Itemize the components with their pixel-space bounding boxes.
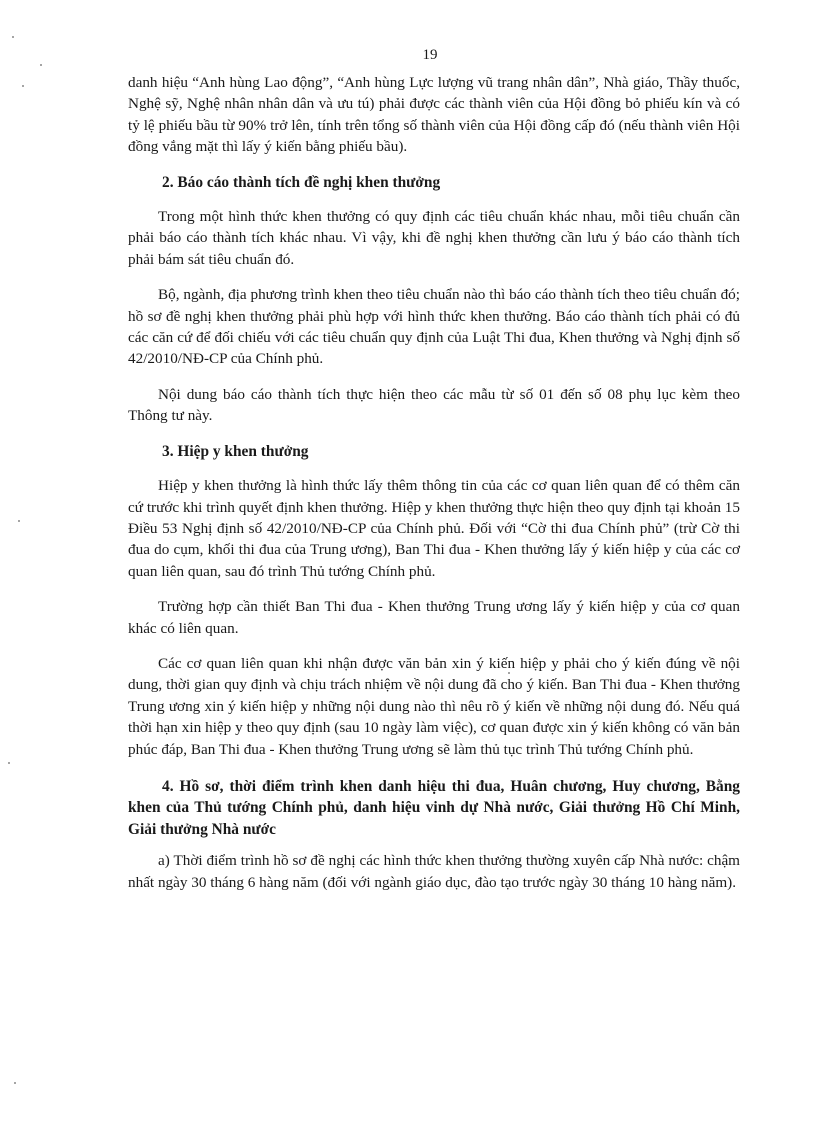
paragraph: Bộ, ngành, địa phương trình khen theo tiêu chuẩn nào thì báo cáo thành tích theo tiêu chuẩn đó; hồ sơ đề nghị khen thưởng phải phù hợp với hình thức khen thưởng. Báo cáo thành tích phải có đủ các căn cứ để đối chiếu với các tiêu chuẩn quy định của Luật Thi đua, Khen thưởng và Nghị định số 42/2010/NĐ-CP của Chính phủ. — [128, 286, 740, 368]
scan-speck — [40, 64, 42, 66]
scan-speck — [18, 520, 20, 522]
paragraph-continuation: danh hiệu “Anh hùng Lao động”, “Anh hùng Lực lượng vũ trang nhân dân”, Nhà giáo, Thầy thuốc, Nghệ sỹ, Nghệ nhân nhân dân và ưu tú) phải được các thành viên của Hội đồng bỏ phiếu kín và có tỷ lệ phiếu bầu từ 90% trở lên, tính trên tổng số thành viên của Hội đồng cấp đó (nếu thành viên Hội đồng vắng mặt thì lấy ý kiến bằng phiếu bầu). — [128, 74, 740, 156]
paragraph: Nội dung báo cáo thành tích thực hiện theo các mẫu từ số 01 đến số 08 phụ lục kèm theo Thông tư này. — [128, 385, 740, 425]
scan-speck — [22, 85, 24, 87]
paragraph: Trường hợp cần thiết Ban Thi đua - Khen thưởng Trung ương lấy ý kiến hiệp y của cơ quan khác có liên quan. — [128, 598, 740, 637]
paragraph: Trong một hình thức khen thưởng có quy định các tiêu chuẩn khác nhau, mỗi tiêu chuẩn cần phải báo cáo thành tích khác nhau. Vì vậy, khi đề nghị khen thưởng cần lưu ý báo cáo thành tích phải bám sát tiêu chuẩn đó. — [128, 208, 740, 268]
paragraph: a) Thời điểm trình hồ sơ đề nghị các hình thức khen thưởng thường xuyên cấp Nhà nước: chậm nhất ngày 30 tháng 6 hàng năm (đối với ngành giáo dục, đào tạo trước ngày 30 tháng 10 hàng năm). — [128, 852, 740, 891]
document-body — [128, 72, 740, 893]
scan-speck — [8, 762, 10, 764]
section-heading-3: 3. Hiệp y khen thưởng — [162, 442, 309, 460]
section-heading-4: 4. Hồ sơ, thời điểm trình khen danh hiệu thi đua, Huân chương, Huy chương, Bằng khen của Thủ tướng Chính phủ, danh hiệu vinh dự Nhà nước, Giải thưởng Hồ Chí Minh, Giải thưởng Nhà nước — [128, 777, 740, 838]
paragraph: Hiệp y khen thưởng là hình thức lấy thêm thông tin của các cơ quan liên quan để có thêm căn cứ trước khi trình quyết định khen thưởng. Hiệp y khen thưởng thực hiện theo quy định tại khoản 15 Điều 53 Nghị định số 42/2010/NĐ-CP của Chính phủ. Đối với “Cờ thi đua Chính phủ” (trừ Cờ thi đua do cụm, khối thi đua của Trung ương), Ban Thi đua - Khen thưởng lấy ý kiến hiệp y của các cơ quan liên quan, sau đó trình Thủ tướng Chính phủ. — [128, 477, 740, 580]
section-heading-2: 2. Báo cáo thành tích đề nghị khen thưởng — [162, 173, 441, 191]
paragraph: Các cơ quan liên quan khi nhận được văn bản xin ý kiến hiệp y phải cho ý kiến đúng về nội dung, thời gian quy định và chịu trách nhiệm về nội dung đã cho ý kiến. Ban Thi đua - Khen thưởng Trung ương xin ý kiến hiệp y những nội dung nào thì nêu rõ ý kiến về những nội dung đó. Nếu quá thời hạn xin hiệp y theo quy định (sau 10 ngày làm việc), cơ quan được xin ý kiến không có văn bản phúc đáp, Ban Thi đua - Khen thưởng Trung ương sẽ làm thủ tục trình Thủ tướng Chính phủ. — [128, 654, 740, 758]
page-number: 19 — [422, 47, 438, 63]
scan-speck — [12, 36, 14, 38]
scan-speck — [14, 1082, 16, 1084]
